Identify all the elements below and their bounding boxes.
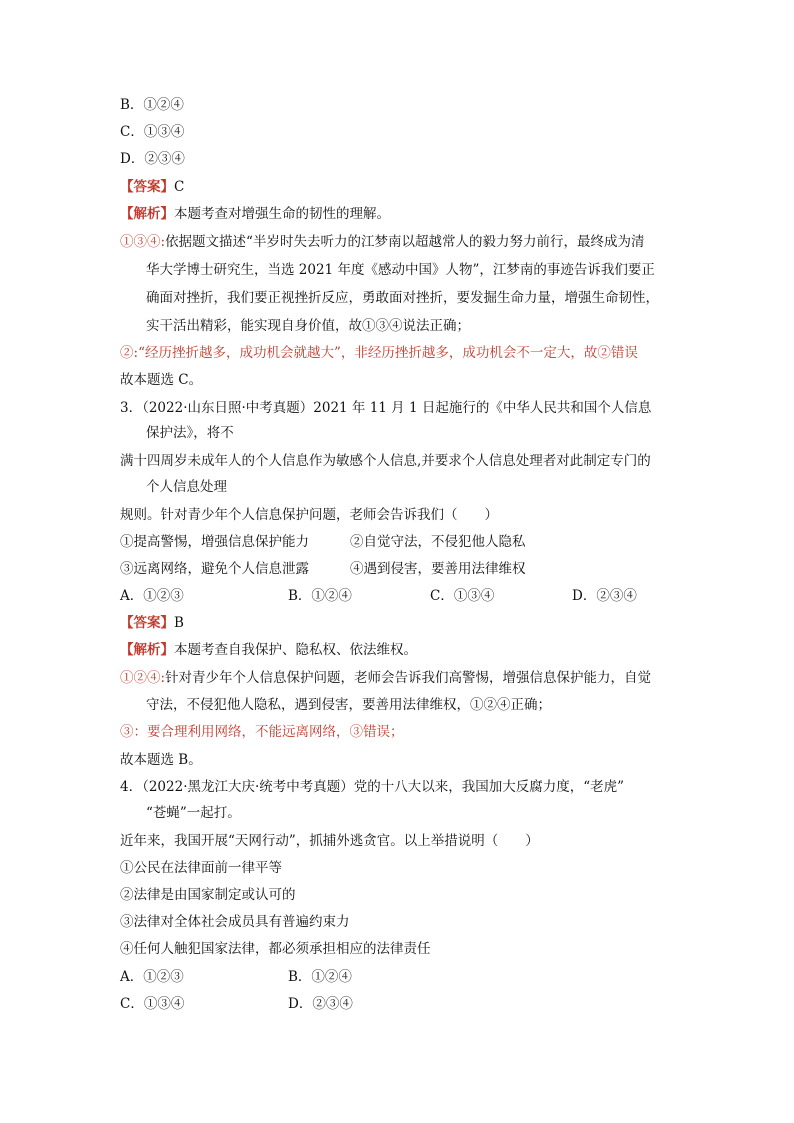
q4-item-2: ②法律是由国家制定或认可的 <box>120 887 296 903</box>
q2-option-b: B．①②④ <box>120 97 184 113</box>
q2-analysis-a-line2: 华大学博士研究生，当选 2021 年度《感动中国》人物”，江梦南的事迹告诉我们要正 <box>146 262 655 278</box>
q3-analysis-a-line2: 守法，不侵犯他人隐私，遇到侵害，要善用法律维权，①②④正确； <box>146 697 551 713</box>
analysis-prefix: ①③④: <box>120 234 166 250</box>
q3-conclusion: 故本题选 B。 <box>120 752 202 768</box>
q3-analysis-intro <box>120 640 417 660</box>
analysis-prefix: ①②④: <box>120 670 166 686</box>
analysis-text: 依据题文描述“半岁时失去听力的江梦南以超越常人的毅力努力前行，最终成为清 <box>165 234 645 250</box>
q2-conclusion: 故本题选 C。 <box>120 372 203 388</box>
q3-answer <box>120 613 184 633</box>
q4-option-b: B．①②④ <box>288 969 352 985</box>
q3-analysis-b: ③：要合理利用网络，不能远离网络，③错误； <box>120 724 404 740</box>
q2-option-c: C．①③④ <box>120 124 185 140</box>
answer-label: 【答案】 <box>120 615 174 631</box>
q2-option-d: D．②③④ <box>120 151 185 167</box>
q2-answer <box>120 177 184 197</box>
q3-option-d: D．②③④ <box>572 588 637 604</box>
q2-analysis-b <box>120 343 638 363</box>
q4-stem-line1: 4．（2022·黑龙江大庆·统考中考真题）党的十八大以来，我国加大反腐力度，“老虎” <box>120 779 625 795</box>
q4-item-4: ④任何人触犯国家法律，都必须承担相应的法律责任 <box>120 941 431 957</box>
q4-option-c: C．①③④ <box>120 996 185 1012</box>
q3-item-3: ③远离网络，避免个人信息泄露 <box>120 561 309 577</box>
q4-item-3: ③法律对全体社会成员具有普遍约束力 <box>120 914 350 930</box>
q4-item-1: ①公民在法律面前一律平等 <box>120 860 282 876</box>
analysis-text: “经历挫折越多，成功机会就越大”，非经历挫折越多，成功机会不一定大，故②错误 <box>138 345 638 361</box>
q4-option-a: A．①②③ <box>120 969 184 985</box>
q3-option-b: B．①②④ <box>288 588 352 604</box>
q3-stem-line1: 3．（2022·山东日照·中考真题）2021 年 11 月 1 日起施行的《中华人民共和国个人信息 <box>120 400 652 416</box>
q3-item-4: ④遇到侵害，要善用法律维权 <box>350 561 526 577</box>
q3-stem-line2: 保护法》，将不 <box>146 425 234 441</box>
analysis-intro-text: 本题考查对增强生命的韧性的理解。 <box>174 206 390 222</box>
q2-analysis-a-line4: 实干活出精彩，能实现自身价值，故①③④说法正确； <box>146 318 470 334</box>
q3-analysis-a-line1 <box>120 668 651 688</box>
analysis-label: 【解析】 <box>120 642 174 658</box>
answer-value: B <box>174 615 184 631</box>
analysis-prefix: ②: <box>120 345 139 361</box>
answer-label: 【答案】 <box>120 179 174 195</box>
q3-option-a: A．①②③ <box>120 588 184 604</box>
q2-analysis-intro <box>120 204 390 224</box>
q3-stem-line4: 个人信息处理 <box>146 479 227 495</box>
q3-item-2: ②自觉守法，不侵犯他人隐私 <box>350 534 526 550</box>
q4-stem-line3: 近年来，我国开展“天网行动”，抓捕外逃贪官。以上举措说明（ ） <box>120 833 539 849</box>
q4-option-d: D．②③④ <box>288 996 353 1012</box>
answer-value: C <box>174 179 185 195</box>
q3-stem-line3: 满十四周岁未成年人的个人信息作为敏感个人信息,并要求个人信息处理者对此制定专门的 <box>120 453 651 469</box>
analysis-text: 针对青少年个人信息保护问题，老师会告诉我们高警惕，增强信息保护能力，自觉 <box>165 670 652 686</box>
q2-analysis-a-line3: 确面对挫折，我们要正视挫折反应，勇敢面对挫折，要发掘生命力量，增强生命韧性， <box>146 290 659 306</box>
q2-analysis-a-line1 <box>120 232 644 252</box>
q3-stem-line5: 规则。针对青少年个人信息保护问题，老师会告诉我们（ ） <box>120 507 498 523</box>
q3-item-1: ①提高警惕，增强信息保护能力 <box>120 534 309 550</box>
q4-stem-line2: “苍蝇”一起打。 <box>146 805 241 821</box>
analysis-label: 【解析】 <box>120 206 174 222</box>
analysis-intro-text: 本题考查自我保护、隐私权、依法维权。 <box>174 642 417 658</box>
q3-option-c: C．①③④ <box>430 588 495 604</box>
